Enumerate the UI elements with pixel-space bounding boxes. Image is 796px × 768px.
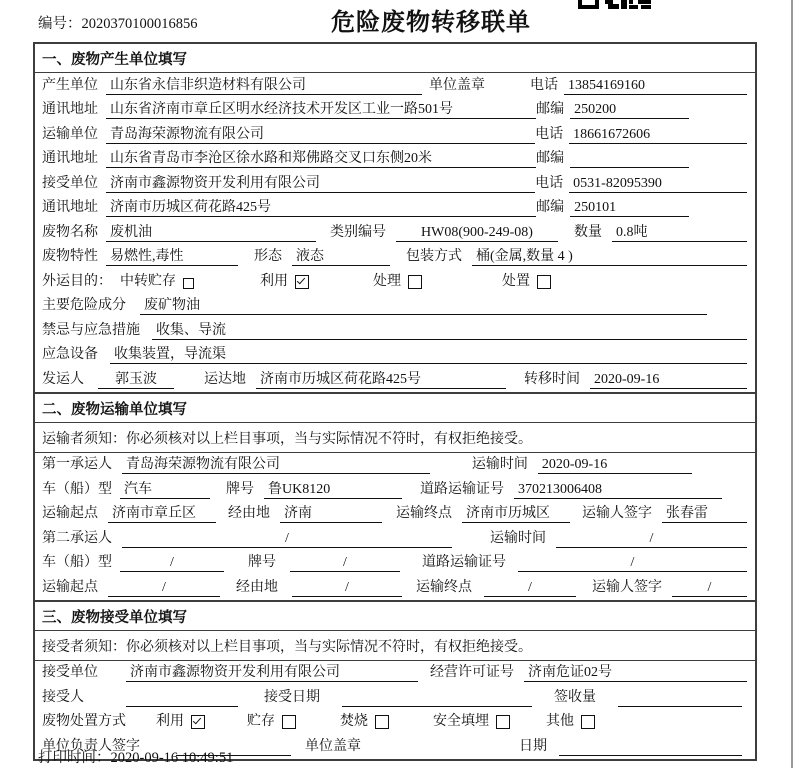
- form-field: 液态: [292, 248, 390, 266]
- license2-label: 道路运输证号: [422, 555, 506, 570]
- time1-field: 2020-09-16: [538, 456, 692, 474]
- permit-field: 济南危证02号: [524, 664, 747, 682]
- carrier1-label: 第一承运人: [42, 457, 112, 472]
- seal-label: 单位盖章: [429, 77, 485, 93]
- row-route2: [35, 575, 755, 600]
- acceptor-label: 接受人: [42, 689, 84, 705]
- sign1-label: 运输人签字: [582, 506, 652, 521]
- sign2-field: /: [672, 579, 747, 597]
- producer-addr-label: 通讯地址: [42, 102, 98, 117]
- accept-date-field: [342, 690, 532, 707]
- end1-label: 运输终点: [396, 506, 452, 521]
- row-receiver: [35, 171, 755, 196]
- transporter-label: 运输单位: [42, 126, 98, 142]
- row-receive-unit: [35, 661, 755, 686]
- row-carrier2: [35, 526, 755, 551]
- disposal-option-label: 贮存: [247, 714, 275, 729]
- carrier1-field: 青岛海荣源物流有限公司: [122, 456, 430, 474]
- receiver-phone-field: 0531-82095390: [569, 175, 747, 193]
- producer-addr-field: 山东省济南市章丘区明水经济技术开发区工业一路501号: [106, 101, 536, 119]
- receiver-addr-label: 通讯地址: [42, 200, 98, 215]
- waste-name-field: 废机油: [106, 224, 316, 242]
- shipper-field: 郭玉波: [98, 371, 174, 389]
- row-purpose: [35, 269, 755, 294]
- vehicle2-label: 车（船）型: [42, 555, 112, 570]
- row-producer-address: [35, 98, 755, 123]
- disposal-option-label: 焚烧: [340, 714, 368, 729]
- row-producer: [35, 73, 755, 98]
- vehicle2-field: /: [120, 554, 224, 572]
- receive-unit-field: 济南市鑫源物资开发利用有限公司: [126, 664, 418, 682]
- row-waste-name: [35, 220, 755, 245]
- row-route1: [35, 502, 755, 527]
- via2-label: 经由地: [236, 579, 278, 595]
- license1-field: 370213006408: [514, 481, 722, 499]
- transporter-field: 青岛海荣源物流有限公司: [106, 126, 535, 144]
- producer-zip-label: 邮编: [536, 102, 565, 117]
- producer-field: 山东省永信非织造材料有限公司: [106, 77, 422, 95]
- plate1-field: 鲁UK8120: [264, 481, 402, 499]
- precaution-label: 禁忌与应急措施: [42, 322, 140, 338]
- section-transport-header: 二、废物运输单位填写: [35, 394, 755, 423]
- section-producer-header: 一、废物产生单位填写: [35, 44, 755, 73]
- transfer-time-field: 2020-09-16: [590, 371, 747, 389]
- serial-label: 编号：: [38, 16, 82, 32]
- transport-notice: 运输者须知：你必须核对以上栏目事项，当与实际情况不符时，有权拒绝接受。: [35, 423, 755, 453]
- plate1-label: 牌号: [226, 481, 254, 497]
- unit-seal-label: 单位盖章: [305, 738, 361, 754]
- print-time: [38, 746, 233, 767]
- receiver-field: 济南市鑫源物资开发利用有限公司: [106, 175, 535, 193]
- end2-field: /: [484, 579, 576, 597]
- purpose-option-label: 处理: [373, 273, 401, 289]
- row-characteristics: [35, 245, 755, 270]
- destination-field: 济南市历城区荷花路425号: [256, 371, 506, 389]
- producer-phone-label: 电话: [530, 77, 558, 93]
- section-transport: [35, 392, 755, 600]
- row-precaution: [35, 318, 755, 343]
- origin1-field: 济南市章丘区: [108, 505, 216, 523]
- receiver-addr-field: 济南市历城区荷花路425号: [106, 199, 536, 217]
- transporter-addr-label: 通讯地址: [42, 151, 98, 166]
- license1-label: 道路运输证号: [420, 481, 504, 497]
- print-time-label: 打印时间：: [38, 750, 111, 766]
- sign2-label: 运输人签字: [592, 579, 662, 595]
- permit-label: 经营许可证号: [430, 665, 514, 680]
- disposal-option-label: 安全填埋: [433, 714, 489, 729]
- row-vehicle1: [35, 477, 755, 502]
- serial-value: 2020370100016856: [81, 16, 198, 32]
- responsible-label: 单位负责人签字: [42, 738, 140, 754]
- via1-field: 济南: [280, 505, 382, 523]
- disposal-option-label: 利用: [156, 714, 184, 729]
- producer-label: 产生单位: [42, 77, 98, 93]
- section-producer: [35, 44, 755, 392]
- manifest-form: [33, 42, 757, 761]
- vehicle1-field: 汽车: [120, 481, 210, 499]
- equipment-field: 收集装置，导流渠: [110, 346, 747, 364]
- page-edge-line: [791, 0, 793, 768]
- receiver-zip-label: 邮编: [536, 200, 565, 215]
- producer-zip-field: 250200: [570, 101, 689, 119]
- transporter-zip-label: 邮编: [536, 151, 565, 166]
- plate2-label: 牌号: [248, 555, 276, 570]
- checkbox-disposal-landfill: [496, 715, 510, 729]
- purpose-label: 外运目的：: [42, 273, 112, 289]
- transporter-addr-field: 山东省青岛市李沧区徐水路和郑佛路交叉口东侧20米: [106, 150, 536, 168]
- category-label: 类别编号: [330, 224, 386, 240]
- date-label: 日期: [519, 738, 547, 754]
- characteristics-field: 易燃性,毒性: [106, 248, 238, 266]
- row-equipment: [35, 343, 755, 368]
- checkbox-utilize: [295, 275, 309, 289]
- received-qty-label: 签收量: [554, 689, 596, 705]
- section-receiver: [35, 600, 755, 759]
- packaging-label: 包装方式: [406, 249, 462, 264]
- via2-field: /: [292, 579, 402, 597]
- checkbox-treat: [408, 275, 422, 289]
- equipment-label: 应急设备: [42, 347, 98, 362]
- checkbox-disposal-incinerate: [375, 715, 389, 729]
- receiver-notice: 接受者须知：你必须核对以上栏目事项，当与实际情况不符时，有权拒绝接受。: [35, 631, 755, 661]
- print-time-value: 2020-09-16 10:49:51: [110, 750, 234, 766]
- receiver-zip-field: 250101: [570, 199, 689, 217]
- sign1-field: 张春雷: [662, 505, 747, 523]
- quantity-label: 数量: [574, 224, 602, 240]
- qr-code-fragment-icon: [578, 0, 652, 10]
- vehicle1-label: 车（船）型: [42, 481, 112, 497]
- row-hazard: [35, 294, 755, 319]
- accept-date-label: 接受日期: [264, 689, 320, 705]
- disposal-option-label: 其他: [546, 714, 574, 729]
- via1-label: 经由地: [228, 506, 270, 521]
- origin2-field: /: [108, 579, 220, 597]
- category-field: HW08(900-249-08): [396, 224, 558, 242]
- purpose-option-label: 处置: [502, 273, 530, 289]
- row-transporter: [35, 122, 755, 147]
- time2-label: 运输时间: [490, 530, 546, 546]
- hazard-label: 主要危险成分: [42, 298, 126, 313]
- checkbox-disposal-other: [581, 715, 595, 729]
- row-carrier1: [35, 453, 755, 478]
- carrier2-label: 第二承运人: [42, 530, 112, 546]
- characteristics-label: 废物特性: [42, 249, 98, 264]
- transporter-phone-label: 电话: [535, 126, 564, 142]
- row-receiver-address: [35, 196, 755, 221]
- packaging-field: 桶(金属,数量 4 ): [472, 248, 747, 266]
- row-shipper: [35, 367, 755, 392]
- license2-field: /: [518, 554, 747, 572]
- transporter-zip-field: [570, 151, 689, 168]
- time2-field: /: [556, 530, 747, 548]
- origin1-label: 运输起点: [42, 506, 98, 521]
- time1-label: 运输时间: [471, 457, 528, 472]
- row-vehicle2: [35, 551, 755, 576]
- purpose-option-label: 中转贮存: [120, 273, 176, 289]
- producer-phone-field: 13854169160: [564, 77, 747, 95]
- checkbox-transfer-storage: [183, 278, 194, 289]
- checkbox-disposal-utilize: [191, 715, 205, 729]
- acceptor-field: [126, 690, 238, 707]
- quantity-field: 0.8吨: [612, 224, 747, 242]
- checkbox-disposal-storage: [282, 715, 296, 729]
- row-disposal: [35, 710, 755, 735]
- end1-field: 济南市历城区: [462, 505, 570, 523]
- form-label: 形态: [254, 249, 282, 264]
- end2-label: 运输终点: [416, 579, 472, 595]
- precaution-field: 收集、导流: [152, 322, 747, 340]
- shipper-label: 发运人: [42, 371, 84, 387]
- date-field: [559, 739, 742, 756]
- checkbox-dispose: [537, 275, 551, 289]
- hazard-field: 废矿物油: [140, 297, 707, 315]
- purpose-option-label: 利用: [260, 273, 288, 289]
- row-transporter-address: [35, 147, 755, 172]
- row-acceptor: [35, 685, 755, 710]
- origin2-label: 运输起点: [42, 579, 98, 595]
- page-title: 危险废物转移联单: [331, 9, 531, 36]
- carrier2-field: /: [122, 530, 452, 548]
- disposal-label: 废物处置方式: [42, 714, 126, 729]
- transfer-time-label: 转移时间: [524, 371, 580, 387]
- receive-unit-label: 接受单位: [42, 665, 98, 680]
- receiver-label: 接受单位: [42, 175, 98, 191]
- destination-label: 运达地: [204, 371, 246, 387]
- serial-number: [38, 12, 198, 33]
- receiver-phone-label: 电话: [535, 175, 564, 191]
- plate2-field: /: [290, 554, 400, 572]
- waste-name-label: 废物名称: [42, 224, 98, 240]
- section-receiver-header: 三、废物接受单位填写: [35, 602, 755, 631]
- received-qty-field: [618, 690, 742, 707]
- transporter-phone-field: 18661672606: [569, 126, 747, 144]
